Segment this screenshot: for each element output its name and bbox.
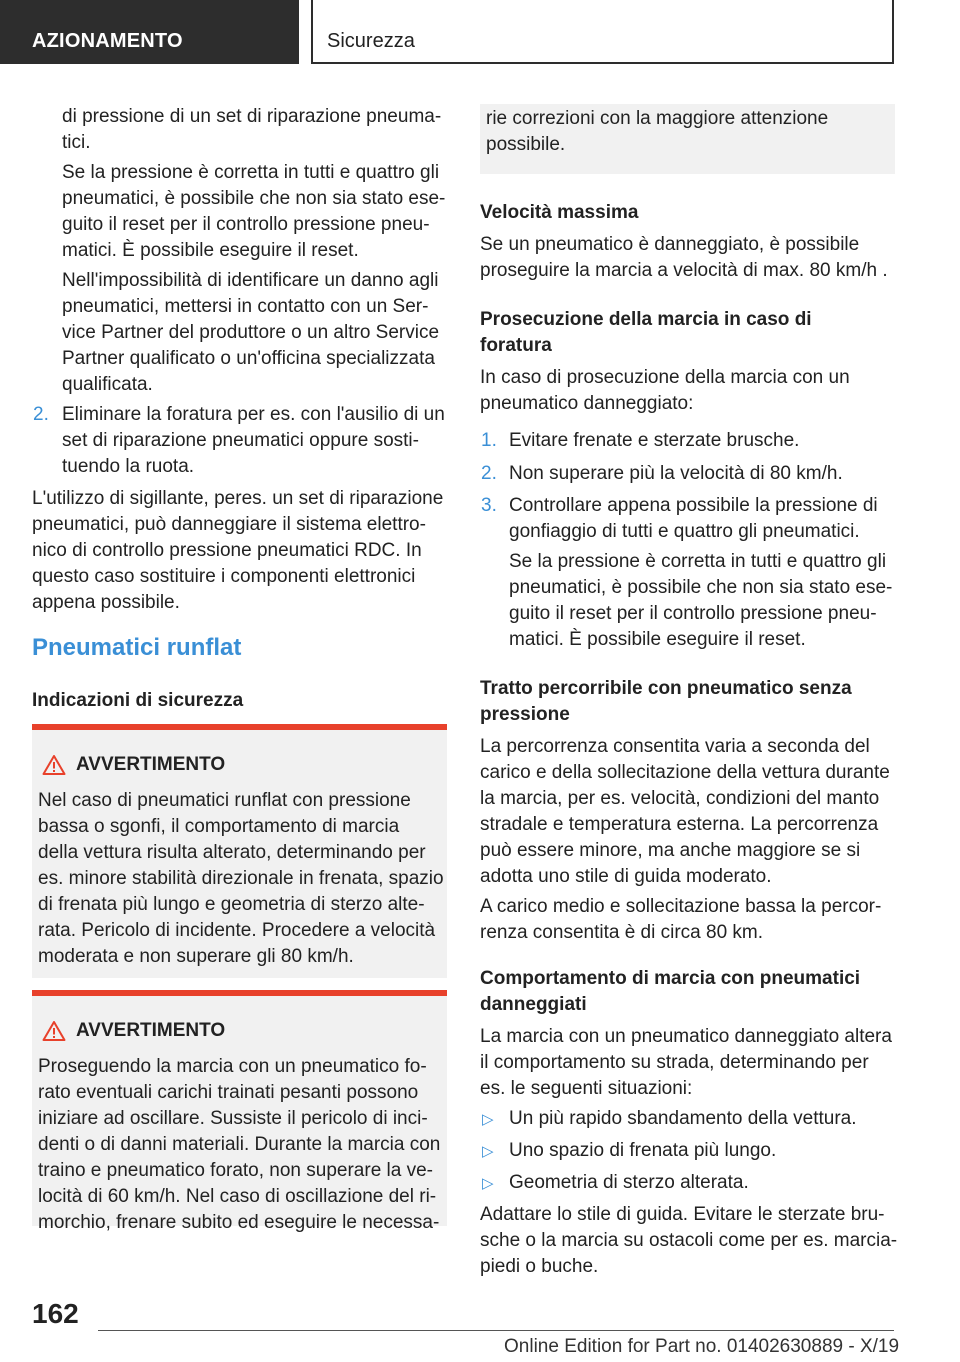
warning-box-continuation [480, 104, 895, 174]
warning-box [32, 724, 447, 978]
text-line: In caso di prosecuzione della marcia con un [480, 367, 850, 388]
text-line: Se la pressione è corretta in tutti e quattro gli [62, 162, 440, 183]
footer-edition: Online Edition for Part no. 01402630889 - X/19 [504, 1336, 900, 1357]
text-line: pneumatici, è possibile che non sia stato ese- [62, 188, 446, 209]
text-line: di frenata più lungo e geometria di sterzo alte- [38, 894, 425, 915]
text-line: nico di controllo pressione pneumatici RDC. In [32, 540, 422, 561]
text-line: renza consentita è di circa 80 km. [480, 922, 764, 943]
warning-title: AVVERTIMENTO [76, 1020, 226, 1041]
heading: Comportamento di marcia con pneumatici [480, 968, 861, 989]
text-line: Partner qualificato o un'officina specializzata [62, 348, 435, 369]
text-line: Eliminare la foratura per es. con l'ausilio di un [62, 404, 445, 425]
text-line: denti o di danni materiali. Durante la marcia con [38, 1134, 441, 1155]
text-line: possibile. [486, 134, 566, 155]
text-line: A carico medio e sollecitazione bassa la percor- [480, 896, 882, 917]
warning-title: AVVERTIMENTO [76, 754, 226, 775]
text-line: rie correzioni con la maggiore attenzione [486, 108, 829, 129]
bullet-triangle-icon: ▷ [482, 1143, 494, 1160]
text-line: morchio, frenare subito ed eseguire le necessa- [38, 1212, 440, 1233]
text-line: tuendo la ruota. [62, 456, 195, 477]
text-line: rato eventuali carichi trainati pesanti possono [38, 1082, 419, 1103]
text-line: set di riparazione pneumatici oppure sosti- [62, 430, 419, 451]
list-item: Non superare più la velocità di 80 km/h. [509, 463, 843, 484]
list-number: 3. [481, 495, 497, 516]
text-line: pneumatici, è possibile che non sia stato ese- [509, 577, 893, 598]
text-line: carico e della sollecitazione della vettura durante [480, 762, 890, 783]
list-item: Controllare appena possibile la pressione di [509, 495, 878, 516]
warning-triangle-icon [42, 1020, 66, 1042]
text-line: moderata e non superare gli 80 km/h. [38, 946, 354, 967]
warning-triangle-icon [42, 754, 66, 776]
text-line: sche o la marcia su ostacoli come per es. marcia- [480, 1230, 898, 1251]
text-line: Se la pressione è corretta in tutti e quattro gli [509, 551, 887, 572]
text-line: pneumatici, mettersi in contatto con un Ser- [62, 296, 429, 317]
text-line: la marcia, per es. velocità, condizioni del manto [480, 788, 880, 809]
text-line: tici. [62, 132, 91, 153]
list-number: 2. [481, 463, 497, 484]
section-title: AZIONAMENTO [32, 30, 183, 52]
list-number: 2. [33, 404, 49, 425]
list-item: Un più rapido sbandamento della vettura. [509, 1108, 857, 1129]
text-line: es. minore stabilità direzionale in frenata, spazio [38, 868, 444, 889]
text-line: di pressione di un set di riparazione pneuma- [62, 106, 442, 127]
heading: foratura [480, 335, 552, 356]
section-tab [0, 0, 299, 64]
text-line: questo caso sostituire i componenti elettronici [32, 566, 416, 587]
footer-divider [98, 1330, 894, 1331]
text-line: della vettura risulta alterato, determinando per [38, 842, 426, 863]
chapter-title: Sicurezza [327, 30, 415, 52]
text-line: appena possibile. [32, 592, 180, 613]
text-line: gonfiaggio di tutti e quattro gli pneumatici. [509, 521, 860, 542]
list-item: Uno spazio di frenata più lungo. [509, 1140, 777, 1161]
list-item: Geometria di sterzo alterata. [509, 1172, 749, 1193]
text-line: piedi o buche. [480, 1256, 599, 1277]
text-line: es. le seguenti situazioni: [480, 1078, 693, 1099]
text-line: guito il reset per il controllo pressione pneu- [62, 214, 430, 235]
text-line: Se un pneumatico è danneggiato, è possibile [480, 234, 860, 255]
text-line: matici. È possibile eseguire il reset. [509, 629, 806, 650]
chapter-tab [311, 0, 894, 64]
bullet-triangle-icon: ▷ [482, 1175, 494, 1192]
text-line: stradale e temperatura esterna. La percorrenza [480, 814, 879, 835]
text-line: locità di 60 km/h. Nel caso di oscillazione del ri- [38, 1186, 437, 1207]
text-line: qualificata. [62, 374, 153, 395]
text-line: adotta uno stile di guida moderato. [480, 866, 772, 887]
text-line: pneumatico danneggiato: [480, 393, 694, 414]
heading: Tratto percorribile con pneumatico senza [480, 678, 852, 699]
list-number: 1. [481, 430, 497, 451]
text-line: rata. Pericolo di incidente. Procedere a velocità [38, 920, 436, 941]
heading: danneggiati [480, 994, 587, 1015]
text-line: matici. È possibile eseguire il reset. [62, 240, 359, 261]
text-line: Nell'impossibilità di identificare un danno agli [62, 270, 439, 291]
text-line: può essere minore, ma anche maggiore se si [480, 840, 861, 861]
bullet-triangle-icon: ▷ [482, 1111, 494, 1128]
text-line: il comportamento su strada, determinando per [480, 1052, 869, 1073]
section-heading: Pneumatici runflat [32, 634, 242, 661]
text-line: Nel caso di pneumatici runflat con pressione [38, 790, 411, 811]
text-line: traino e pneumatico forato, non superare la ve- [38, 1160, 434, 1181]
text-line: vice Partner del produttore o un altro Service [62, 322, 440, 343]
page-number: 162 [32, 1298, 79, 1329]
text-line: Proseguendo la marcia con un pneumatico fo- [38, 1056, 427, 1077]
list-item: Evitare frenate e sterzate brusche. [509, 430, 800, 451]
text-line: La marcia con un pneumatico danneggiato altera [480, 1026, 892, 1047]
text-line: L'utilizzo di sigillante, peres. un set di riparazione [32, 488, 444, 509]
warning-box [32, 990, 447, 1233]
text-line: proseguire la marcia a velocità di max. 80 km/h . [480, 260, 888, 281]
heading: Velocità massima [480, 202, 639, 223]
heading: Prosecuzione della marcia in caso di [480, 309, 812, 330]
text-line: bassa o sgonfi, il comportamento di marcia [38, 816, 400, 837]
text-line: iniziare ad oscillare. Sussiste il pericolo di inci- [38, 1108, 428, 1129]
heading: pressione [480, 704, 570, 725]
text-line: Adattare lo stile di guida. Evitare le sterzate bru- [480, 1204, 885, 1225]
subsection-heading: Indicazioni di sicurezza [32, 690, 244, 711]
text-line: La percorrenza consentita varia a seconda del [480, 736, 870, 757]
text-line: pneumatici, può danneggiare il sistema elettro- [32, 514, 426, 535]
text-line: guito il reset per il controllo pressione pneu- [509, 603, 877, 624]
